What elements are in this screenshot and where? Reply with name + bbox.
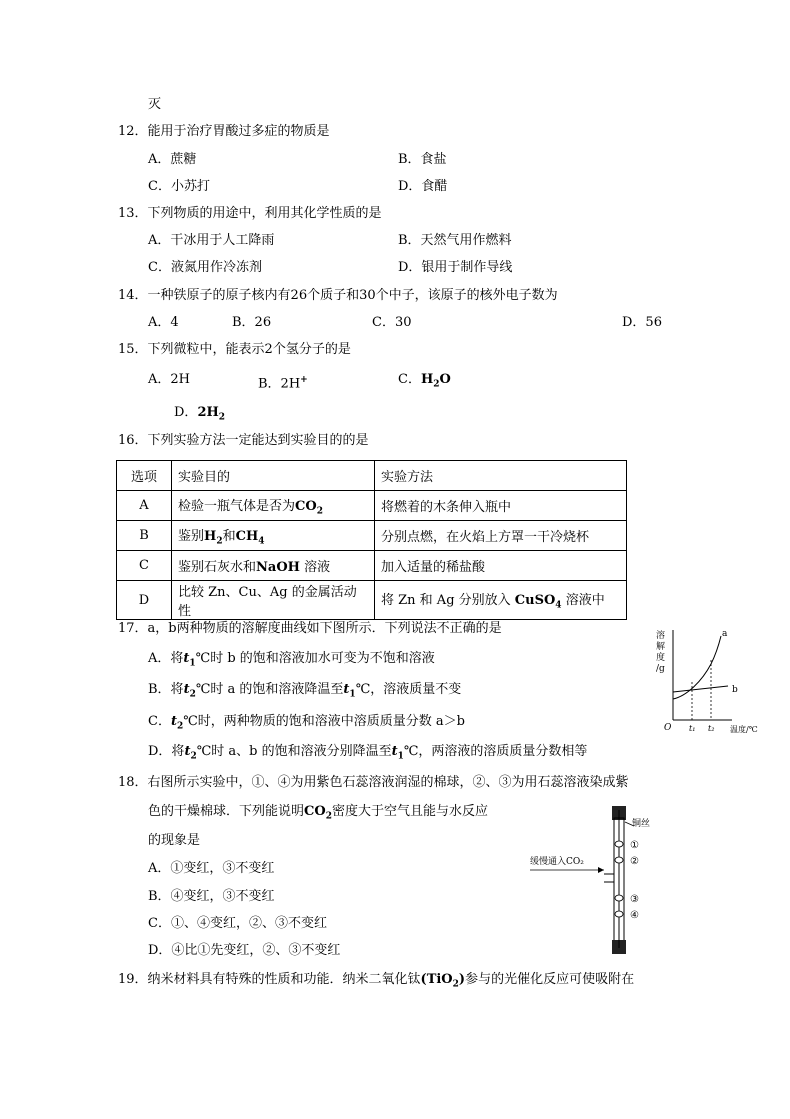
- cotton-ball-2: [615, 857, 623, 863]
- ylabel-4: /g: [656, 664, 665, 674]
- q16-stem: 16．下列实验方法一定能达到实验目的的是: [118, 433, 369, 448]
- row-option: A: [117, 491, 172, 521]
- q18-stem-line1: 18．右图所示实验中，①、④为用紫色石蕊溶液润湿的棉球，②、③为用石蕊溶液染成紫: [118, 775, 629, 790]
- ball-label-1: ①: [630, 840, 639, 851]
- q12-stem: 12．能用于治疗胃酸过多症的物质是: [118, 124, 330, 139]
- q15-stem: 15．下列微粒中，能表示2个氢分子的是: [118, 342, 351, 357]
- q14-stem: 14．一种铁原子的原子核内有26个质子和30个中子，该原子的核外电子数为: [118, 288, 558, 303]
- header-goal: 实验目的: [172, 461, 375, 491]
- q13-option-b: B．天然气用作燃料: [398, 233, 512, 248]
- q13-option-a: A．干冰用于人工降雨: [148, 233, 275, 248]
- xlabel: 温度/℃: [730, 725, 758, 734]
- row-method: 将 Zn 和 Ag 分别放入 CuSO$_4$ 溶液中: [375, 581, 627, 620]
- cotton-ball-3: [615, 895, 623, 901]
- origin-label: O: [664, 723, 672, 733]
- header-option: 选项: [117, 461, 172, 491]
- q12-option-c: C．小苏打: [148, 179, 210, 194]
- q15-option-d: D．$2H_2$: [174, 405, 226, 423]
- experiment-table: [116, 460, 627, 620]
- q17-stem: 17．a，b两种物质的溶解度曲线如下图所示．下列说法不正确的是: [118, 621, 502, 636]
- q14-option-a: A．4: [148, 315, 179, 330]
- ball-label-3: ③: [630, 894, 639, 905]
- curve-a-label: a: [722, 629, 728, 639]
- q12-option-b: B．食盐: [398, 152, 447, 167]
- q18-stem-line2: 色的干燥棉球．下列能说明$CO_2$密度大于空气且能与水反应: [148, 804, 488, 822]
- row-method: 分别点燃，在火焰上方罩一干冷烧杯: [375, 521, 627, 551]
- row-goal: 鉴别石灰水和NaOH 溶液: [172, 551, 375, 581]
- q17-option-c: C．$t_2℃$时，两种物质的饱和溶液中溶质质量分数 a＞b: [148, 714, 465, 732]
- q17-option-d: D．将$t_2℃$时 a、b 的饱和溶液分别降温至$t_1℃$，两溶液的溶质质量分数相等: [148, 744, 588, 762]
- q19-stem: 19．纳米材料具有特殊的性质和功能．纳米二氧化钛(TiO$_2$)参与的光催化反应可使吸附在: [118, 972, 635, 990]
- q14-option-d: D．56: [622, 315, 662, 330]
- row-goal: 比较 Zn、Cu、Ag 的金属活动性: [172, 581, 375, 620]
- table-row: [117, 521, 627, 551]
- row-goal: 检验一瓶气体是否为$CO_2$: [172, 491, 375, 521]
- ball-label-4: ④: [630, 910, 639, 921]
- inlet-label: 缓慢通入CO₂: [530, 857, 584, 867]
- q15-option-c: C．$H_2O$: [398, 372, 451, 390]
- continued-text-fragment: 灭: [148, 97, 162, 112]
- curve-b-label: b: [732, 685, 738, 695]
- table-row: [117, 551, 627, 581]
- table-header-row: [117, 461, 627, 491]
- q15-option-a: A．2H: [148, 372, 190, 387]
- q14-option-c: C．30: [372, 315, 412, 330]
- q12-option-d: D．食醋: [398, 179, 448, 194]
- row-method: 加入适量的稀盐酸: [375, 551, 627, 581]
- row-method: 将燃着的木条伸入瓶中: [375, 491, 627, 521]
- row-option: D: [117, 581, 172, 620]
- ylabel-3: 度: [656, 653, 666, 663]
- q13-option-d: D．银用于制作导线: [398, 260, 513, 275]
- row-option: C: [117, 551, 172, 581]
- q12-option-a: A．蔗糖: [148, 152, 197, 167]
- q13-option-c: C．液氮用作冷冻剂: [148, 260, 262, 275]
- tick-t2: t₂: [708, 724, 715, 733]
- tick-t1: t₁: [689, 724, 696, 733]
- q18-option-b: B．④变红，③不变红: [148, 889, 275, 904]
- wire-label: 铜丝: [632, 819, 651, 829]
- row-goal: 鉴别$H_2$和$CH_4$: [172, 521, 375, 551]
- table-row: [117, 491, 627, 521]
- ylabel-1: 溶: [656, 631, 666, 641]
- q18-option-c: C．①、④变红，②、③不变红: [148, 916, 327, 931]
- q18-option-d: D．④比①先变红，②、③不变红: [148, 943, 341, 958]
- q17-option-b: B．将$t_2℃$时 a 的饱和溶液降温至$t_1℃$，溶液质量不变: [148, 682, 462, 700]
- ball-label-2: ②: [630, 856, 639, 867]
- table-row: [117, 581, 627, 620]
- cotton-ball-4: [615, 911, 623, 917]
- q14-option-b: B．26: [232, 315, 272, 330]
- q18-stem-line3: 的现象是: [148, 833, 201, 848]
- q15-option-b: B．2H+: [258, 375, 308, 392]
- co2-tube-apparatus: [528, 804, 668, 956]
- q17-option-a: A．将$t_1℃$时 b 的饱和溶液加水可变为不饱和溶液: [148, 651, 435, 669]
- header-method: 实验方法: [375, 461, 627, 491]
- solubility-curve-graph: [652, 626, 768, 738]
- cotton-ball-1: [615, 841, 623, 847]
- q18-option-a: A．①变红，③不变红: [148, 861, 275, 876]
- inlet-arrow-head: [598, 867, 604, 873]
- curve-b: [673, 686, 728, 692]
- q13-stem: 13．下列物质的用途中，利用其化学性质的是: [118, 206, 382, 221]
- row-option: B: [117, 521, 172, 551]
- ylabel-2: 解: [656, 642, 666, 652]
